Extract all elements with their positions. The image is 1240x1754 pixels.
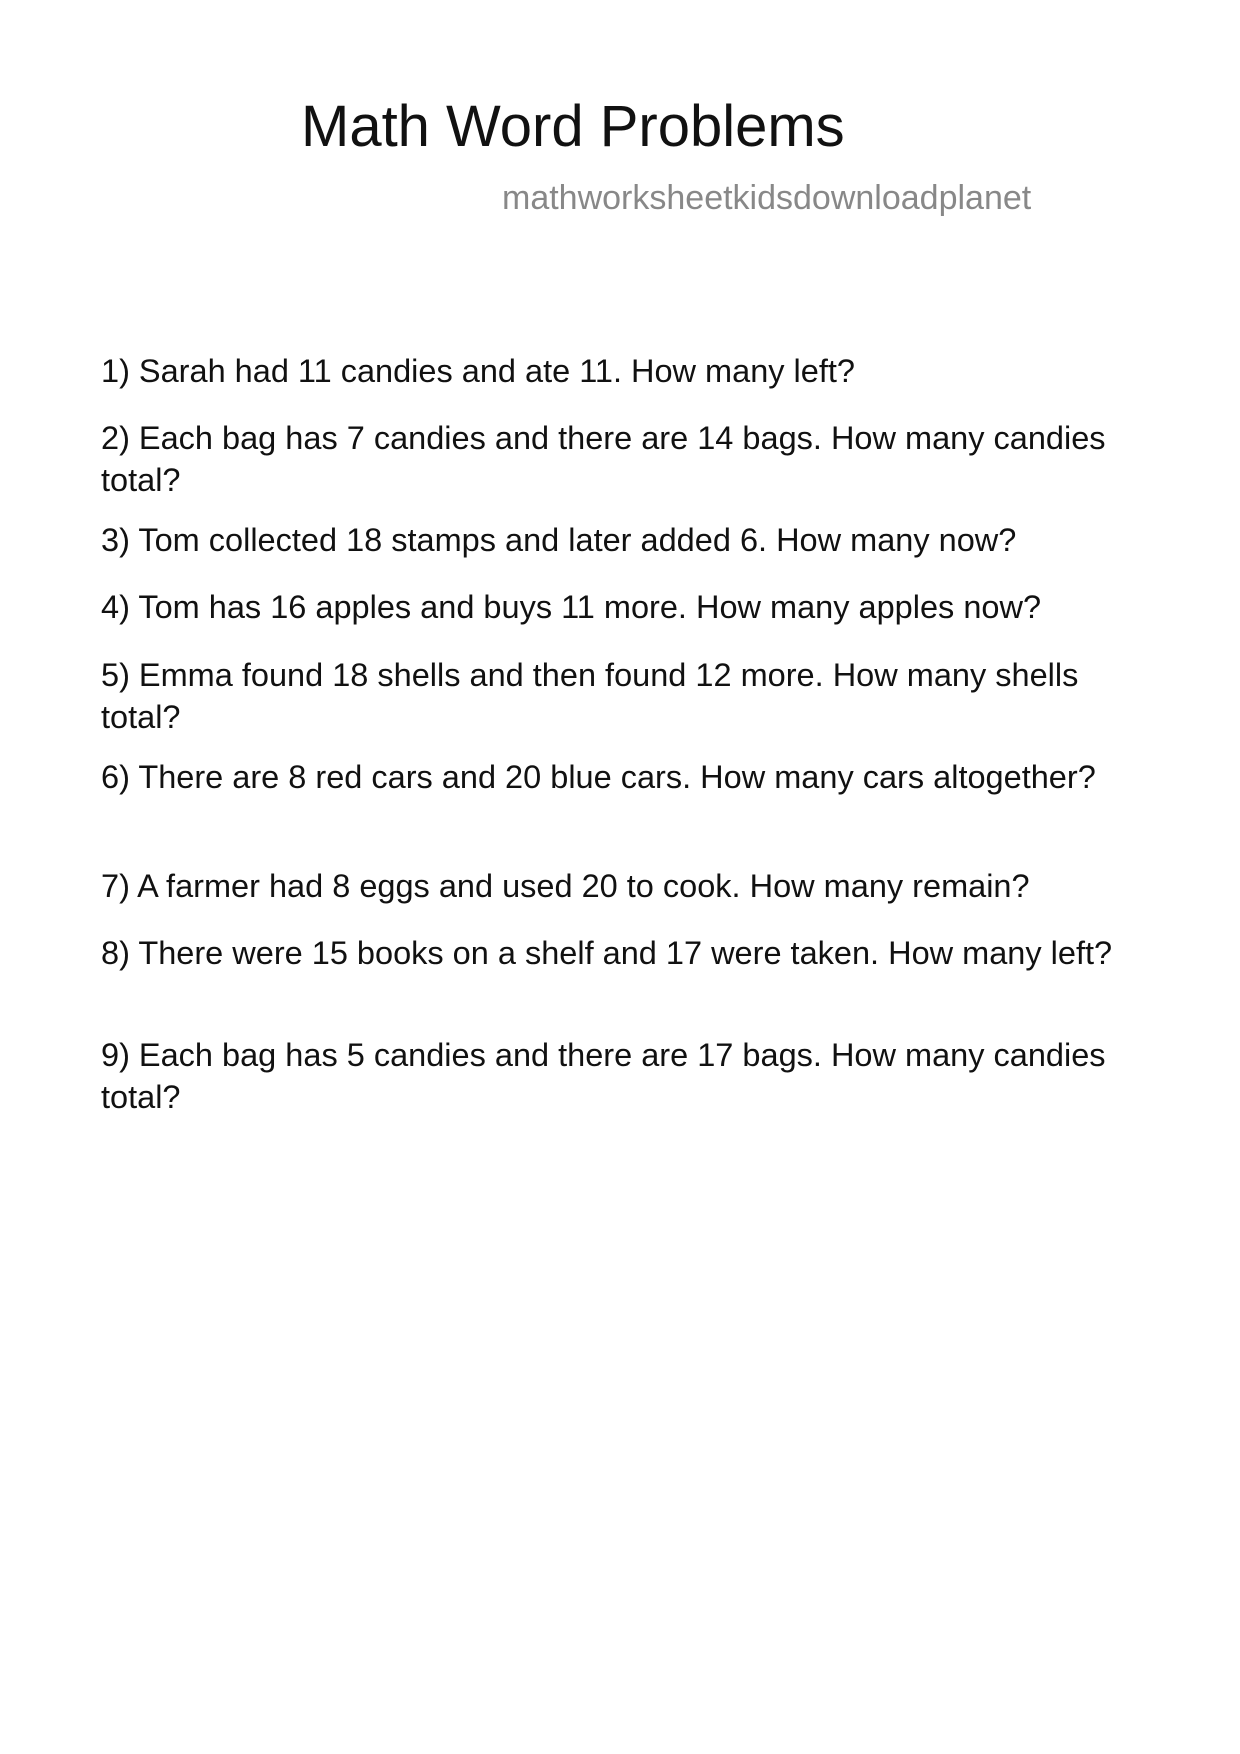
problem-item-8: 8) There were 15 books on a shelf and 17 were taken. How many left? — [101, 935, 1113, 971]
page-subtitle: mathworksheetkidsdownloadplanet — [502, 179, 1032, 217]
problem-item-5: 5) Emma found 18 shells and then found 12 more. How many shells total? — [101, 657, 1079, 735]
problem-item-4: 4) Tom has 16 apples and buys 11 more. How many apples now? — [101, 589, 1042, 625]
problem-item-9: 9) Each bag has 5 candies and there are 17 bags. How many candies total? — [101, 1037, 1106, 1115]
page-title: Math Word Problems — [301, 94, 845, 159]
problem-item-2: 2) Each bag has 7 candies and there are 14 bags. How many candies total? — [101, 420, 1106, 498]
problem-item-7: 7) A farmer had 8 eggs and used 20 to cook. How many remain? — [101, 868, 1030, 904]
problem-item-6: 6) There are 8 red cars and 20 blue cars. How many cars altogether? — [101, 759, 1096, 795]
problem-item-3: 3) Tom collected 18 stamps and later added 6. How many now? — [101, 522, 1017, 558]
problem-item-1: 1) Sarah had 11 candies and ate 11. How many left? — [101, 353, 855, 389]
